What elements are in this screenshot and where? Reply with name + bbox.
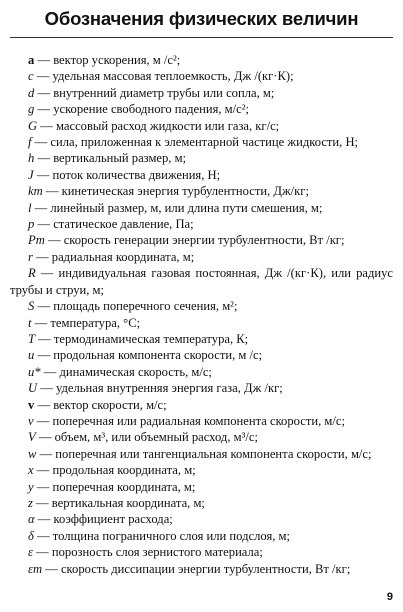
definition-item [10, 249, 393, 265]
definition-item [10, 216, 393, 232]
definition-symbol: G [28, 118, 38, 133]
definition-text: — термодинамическая температура, К; [35, 331, 249, 346]
definition-symbol: h [28, 151, 35, 166]
definition-symbol: α [28, 512, 35, 527]
definition-item [10, 315, 393, 331]
definition-symbol: r [28, 249, 33, 264]
definition-text: — скорость диссипации энергии турбулентности, Вт /кг; [42, 561, 351, 576]
definition-symbol: z [28, 495, 33, 510]
definition-item [10, 134, 393, 150]
definition-text: — линейный размер, м, или длина пути смешения, м; [31, 200, 323, 215]
page-title: Обозначения физических величин [44, 8, 359, 29]
definition-text: — продольная координата, м; [33, 463, 196, 478]
definition-symbol: J [28, 167, 34, 182]
definition-item [10, 544, 393, 560]
definition-text: — коэффициент расхода; [34, 512, 173, 527]
definition-symbol: R [28, 266, 36, 281]
definition-text: — вертикальная координата, м; [32, 495, 205, 510]
definition-item [10, 479, 393, 495]
definition-symbol: y [28, 479, 34, 494]
definition-symbol: Pт [28, 233, 45, 248]
definition-text: — порозность слоя зернистого материала; [32, 545, 263, 560]
definition-symbol: S [28, 299, 35, 314]
definition-item [10, 200, 393, 216]
definition-text: — температура, °С; [31, 315, 141, 330]
definition-symbol: g [28, 102, 35, 117]
definition-text: — удельная массовая теплоемкость, Дж /(кг·К); [33, 69, 294, 84]
page-number: 9 [386, 591, 393, 603]
definition-item [10, 118, 393, 134]
definition-item [10, 528, 393, 544]
definition-text: — удельная внутренняя энергия газа, Дж /кг; [37, 381, 283, 396]
definition-text: — поперечная или радиальная компонента скорости, м/с; [33, 413, 345, 428]
definition-symbol: V [28, 430, 36, 445]
definition-symbol: δ [28, 528, 34, 543]
definition-item [10, 561, 393, 577]
definition-text: — статическое давление, Па; [34, 217, 194, 232]
definition-item [10, 364, 393, 380]
definition-item [10, 462, 393, 478]
definition-text: — скорость генерации энергии турбулентности, Вт /кг; [44, 233, 345, 248]
definition-symbol: U [28, 381, 38, 396]
definition-item [10, 347, 393, 363]
definition-item [10, 167, 393, 183]
definition-text: — поперечная координата, м; [33, 479, 196, 494]
definition-item [10, 265, 393, 298]
definition-text: — поток количества движения, Н; [33, 167, 221, 182]
definitions-list [10, 52, 393, 577]
definition-text: — вектор ускорения, м /с²; [34, 53, 181, 67]
definition-item [10, 495, 393, 511]
definition-item [10, 380, 393, 396]
definition-item [10, 68, 393, 84]
definition-symbol: d [28, 85, 35, 100]
definition-symbol: w [28, 446, 37, 461]
definition-text: — внутренний диаметр трубы или сопла, м; [34, 85, 275, 100]
definition-text: — поперечная или тангенциальная компонента скорости, м/с; [36, 446, 372, 461]
definition-text: — вектор скорости, м/с; [34, 397, 167, 412]
definition-symbol: u [28, 348, 35, 363]
definition-item [10, 150, 393, 166]
definition-symbol: a [28, 53, 35, 67]
definition-text: — кинетическая энергия турбулентности, Дж/кг; [42, 184, 309, 199]
definition-item [10, 331, 393, 347]
definition-item [10, 183, 393, 199]
definition-item [10, 413, 393, 429]
definition-item [10, 397, 393, 413]
definition-item [10, 101, 393, 117]
definition-symbol: f [28, 135, 32, 150]
definition-text: — ускорение свободного падения, м/с²; [34, 102, 250, 117]
definition-text: — толщина пограничного слоя или подслоя, м; [33, 528, 291, 543]
definition-text: — площадь поперечного сечения, м²; [34, 299, 238, 314]
title-divider [10, 37, 393, 38]
definition-item [10, 446, 393, 462]
definition-symbol: c [28, 69, 34, 84]
definition-item [10, 429, 393, 445]
definition-symbol: v [28, 397, 35, 412]
definition-symbol: u* [28, 364, 41, 379]
definition-text: — динамическая скорость, м/с; [40, 364, 212, 379]
definition-symbol: t [28, 315, 32, 330]
definition-symbol: v [28, 413, 34, 428]
definition-symbol: ε [28, 545, 33, 560]
definition-item [10, 85, 393, 101]
definition-item [10, 511, 393, 527]
definition-text: — радиальная координата, м; [32, 249, 195, 264]
definition-text: — вертикальный размер, м; [34, 151, 187, 166]
definition-symbol: l [28, 200, 32, 215]
definition-text: — продольная компонента скорости, м /с; [34, 348, 263, 363]
definition-text: — сила, приложенная к элементарной частице жидкости, Н; [31, 135, 359, 150]
definition-item [10, 298, 393, 314]
definition-text: — индивидуальная газовая постоянная, Дж /(кг·К), или радиус трубы и струи, м; [10, 266, 393, 297]
definition-text: — массовый расход жидкости или газа, кг/с; [37, 118, 280, 133]
definition-text: — объем, м³, или объемный расход, м³/с; [35, 430, 258, 445]
definition-symbol: p [28, 217, 35, 232]
definition-symbol: εт [28, 561, 43, 576]
definition-symbol: x [28, 463, 34, 478]
definition-symbol: kт [28, 184, 43, 199]
definition-symbol: T [28, 331, 36, 346]
definition-item [10, 52, 393, 68]
definition-item [10, 232, 393, 248]
